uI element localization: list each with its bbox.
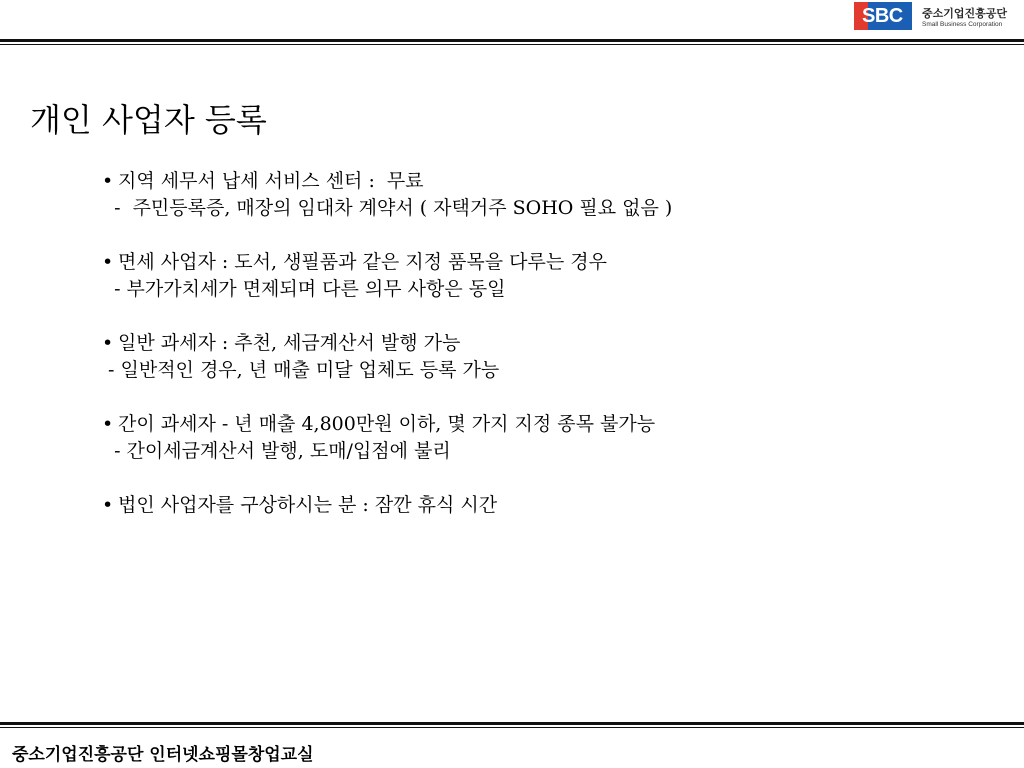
bullet-item: [102, 492, 982, 519]
logo-mark-text: SBC: [862, 5, 903, 27]
bullet-item: [102, 168, 982, 222]
bullet-item: [102, 330, 982, 384]
bullet-dot: •: [102, 251, 114, 273]
bullet-item: [102, 249, 982, 303]
bullet-main-text: 면세 사업자 : 도서, 생필품과 같은 지정 품목을 다루는 경우: [118, 251, 607, 273]
sbc-logo: [854, 0, 1024, 36]
bullet-main-line: [102, 330, 982, 357]
bullet-sub-text: - 일반적인 경우, 년 매출 미달 업체도 등록 가능: [102, 359, 500, 381]
header-divider-thick: [0, 39, 1024, 42]
bullet-sub-text: - 부가가치세가 면제되며 다른 의무 사항은 동일: [102, 278, 506, 300]
bullet-dot: •: [102, 494, 114, 516]
bullet-sub-text: - 간이세금계산서 발행, 도매/입점에 불리: [102, 440, 451, 462]
slide-body: [102, 168, 982, 546]
bullet-main-text: 간이 과세자 - 년 매출 4,800만원 이하, 몇 가지 지정 종목 불가능: [118, 413, 656, 435]
bullet-main-text: 지역 세무서 납세 서비스 센터 : 무료: [118, 170, 424, 192]
bullet-dot: •: [102, 170, 114, 192]
header-divider-thin: [0, 44, 1024, 45]
logo-org-subname: Small Business Corporation: [922, 21, 1003, 28]
footer-divider-thick: [0, 722, 1024, 725]
logo-org-name: 중소기업진흥공단: [922, 7, 1008, 20]
bullet-main-text: 법인 사업자를 구상하시는 분 : 잠깐 휴식 시간: [118, 494, 498, 516]
bullet-main-line: [102, 411, 982, 438]
page-title: 개인 사업자 등록: [30, 101, 267, 140]
bullet-main-line: [102, 168, 982, 195]
bullet-item: [102, 411, 982, 465]
bullet-main-line: [102, 492, 982, 519]
bullet-sub-text: - 주민등록증, 매장의 임대차 계약서 ( 자택거주 SOHO 필요 없음 ): [102, 197, 673, 219]
footer-divider-thin: [0, 727, 1024, 728]
footer-text: 중소기업진흥공단 인터넷쇼핑몰창업교실: [12, 745, 314, 765]
bullet-main-text: 일반 과세자 : 추천, 세금계산서 발행 가능: [118, 332, 461, 354]
sbc-logo-mark: [854, 2, 912, 30]
bullet-dot: •: [102, 332, 114, 354]
bullet-main-line: [102, 249, 982, 276]
bullet-dot: •: [102, 413, 114, 435]
